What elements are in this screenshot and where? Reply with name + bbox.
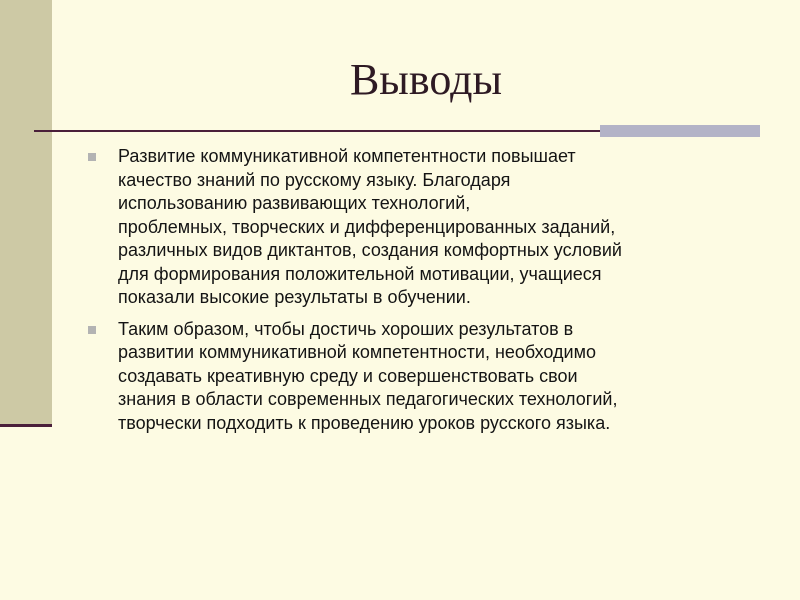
bullet-item (86, 145, 746, 310)
bullet-text: Развитие коммуникативной компетентности повышает качество знаний по русскому языку. Благодаря использованию развивающих технологий, проблемных, творческих и дифференцированных заданий, различных видов диктантов, создания комфортных условий для формирования положительной мотивации, учащиеся показали высокие результаты в обучении. (118, 146, 622, 307)
title-divider-accent (600, 125, 760, 137)
square-bullet-icon (88, 153, 96, 161)
sidebar-underline (0, 424, 52, 427)
left-sidebar-band (0, 0, 52, 426)
square-bullet-icon (88, 326, 96, 334)
bullet-text: Таким образом, чтобы достичь хороших результатов в развитии коммуникативной компетентности, необходимо создавать креативную среду и совершенствовать свои знания в области современных педагогических технологий, творчески подходить к проведению уроков русского языка. (118, 318, 618, 433)
slide-title: Выводы (349, 55, 503, 104)
bullet-item (86, 318, 746, 436)
title-divider (34, 130, 600, 132)
bullet-list (86, 145, 746, 443)
